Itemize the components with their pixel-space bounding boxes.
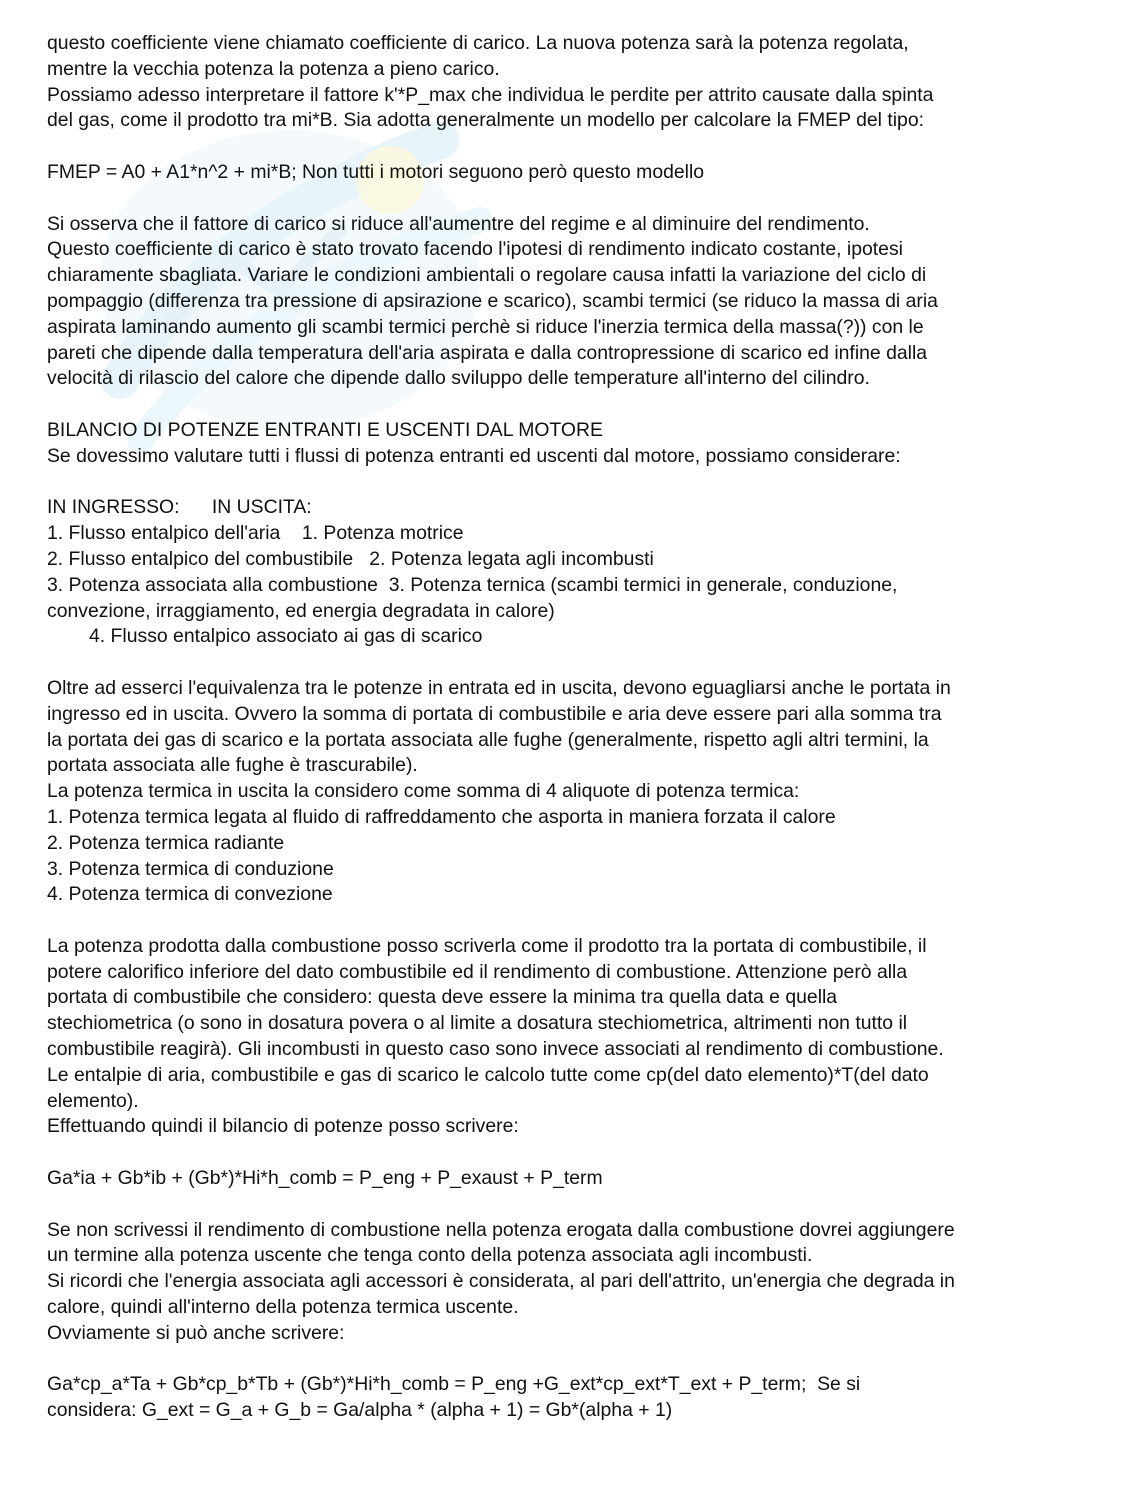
text-line: la portata dei gas di scarico e la portata associata alle fughe (generalmente, rispetto agli altri termini, la <box>47 728 929 751</box>
text-line: calore, quindi all'interno della potenza termica uscente. <box>47 1296 519 1319</box>
blank-line <box>47 650 1117 676</box>
text-line: Oltre ad esserci l'equivalenza tra le potenze in entrata ed in uscita, devono eguagliarsi anche le portata in <box>47 676 951 699</box>
text-line: Le entalpie di aria, combustibile e gas di scarico le calcolo tutte come cp(del dato elemento)*T(del dato <box>47 1063 929 1086</box>
text-line: FMEP = A0 + A1*n^2 + mi*B; Non tutti i motori seguono però questo modello <box>47 160 705 183</box>
text-line: pompaggio (differenza tra pressione di apsirazione e scarico), scambi termici (se riduco la massa di aria <box>47 289 938 312</box>
document-page <box>47 31 1117 1424</box>
text-line: Ovviamente si può anche scrivere: <box>47 1321 345 1344</box>
text-line: potere calorifico inferiore del dato combustibile ed il rendimento di combustione. Attenzione però alla <box>47 960 908 983</box>
text-line: del gas, come il prodotto tra mi*B. Sia adotta generalmente un modello per calcolare la FMEP del tipo: <box>47 109 925 132</box>
text-line: Se dovessimo valutare tutti i flussi di potenza entranti ed uscenti dal motore, possiamo considerare: <box>47 444 901 467</box>
text-line: questo coefficiente viene chiamato coefficiente di carico. La nuova potenza sarà la potenza regolata, <box>47 32 909 54</box>
text-line: La potenza prodotta dalla combustione posso scriverla come il prodotto tra la portata di combustibile, il <box>47 934 927 957</box>
blank-line <box>47 1347 1117 1373</box>
text-line: combustibile reagirà). Gli incombusti in questo caso sono invece associati al rendimento di combustione. <box>47 1038 944 1061</box>
text-line: 2. Potenza termica radiante <box>47 831 285 854</box>
text-line: 1. Potenza termica legata al fluido di raffreddamento che asporta in maniera forzata il calore <box>47 805 836 828</box>
text-line: considera: G_ext = G_a + G_b = Ga/alpha * (alpha + 1) = Gb*(alpha + 1) <box>47 1399 673 1422</box>
text-line: Si ricordi che l'energia associata agli accessori è considerata, al pari dell'attrito, un'energia che degrada in <box>47 1270 955 1293</box>
blank-line <box>47 392 1117 418</box>
text-line: 2. Flusso entalpico del combustibile 2. Potenza legata agli incombusti <box>47 547 654 570</box>
section-heading: BILANCIO DI POTENZE ENTRANTI E USCENTI DAL MOTORE <box>47 418 603 441</box>
text-line: Effettuando quindi il bilancio di potenze posso scrivere: <box>47 1115 519 1138</box>
text-line: mentre la vecchia potenza la potenza a pieno carico. <box>47 57 500 80</box>
blank-line <box>47 1192 1117 1218</box>
text-line: stechiometrica (o sono in dosatura povera o al limite a dosatura stechiometrica, altrimenti non tutto il <box>47 1012 908 1035</box>
text-line: chiaramente sbagliata. Variare le condizioni ambientali o regolare causa infatti la variazione del ciclo di <box>47 264 927 287</box>
text-line: Ga*cp_a*Ta + Gb*cp_b*Tb + (Gb*)*Hi*h_comb = P_eng +G_ext*cp_ext*T_ext + P_term; Se si <box>47 1373 861 1396</box>
text-line: aspirata laminando aumento gli scambi termici perchè si riduce l'inerzia termica della massa(?)) con le <box>47 315 924 338</box>
text-line: Questo coefficiente di carico è stato trovato facendo l'ipotesi di rendimento indicato costante, ipotesi <box>47 238 903 261</box>
text-line: pareti che dipende dalla temperatura dell'aria aspirata e dalla contropressione di scarico ed infine dalla <box>47 341 928 364</box>
text-line: ingresso ed in uscita. Ovvero la somma di portata di combustibile e aria deve essere pari alla somma tra <box>47 702 942 725</box>
blank-line <box>47 134 1117 160</box>
blank-line <box>47 908 1117 934</box>
text-line: portata associata alle fughe è trascurabile). <box>47 754 418 777</box>
text-line: 1. Flusso entalpico dell'aria 1. Potenza motrice <box>47 522 464 545</box>
text-line: 4. Flusso entalpico associato ai gas di scarico <box>89 625 483 648</box>
text-line: Se non scrivessi il rendimento di combustione nella potenza erogata dalla combustione dovrei aggiungere <box>47 1218 955 1241</box>
text-line: velocità di rilascio del calore che dipende dallo sviluppo delle temperature all'interno del cilindro. <box>47 367 870 390</box>
blank-line <box>47 186 1117 212</box>
text-line: portata di combustibile che considero: questa deve essere la minima tra quella data e quella <box>47 986 838 1009</box>
text-line: La potenza termica in uscita la considero come somma di 4 aliquote di potenza termica: <box>47 780 800 803</box>
text-line: un termine alla potenza uscente che tenga conto della potenza associata agli incombusti. <box>47 1244 813 1267</box>
text-line: elemento). <box>47 1089 139 1112</box>
text-line: 3. Potenza associata alla combustione 3. Potenza ternica (scambi termici in generale, conduzione, <box>47 573 898 596</box>
text-line: Si osserva che il fattore di carico si riduce all'aumentre del regime e al diminuire del rendimento. <box>47 212 870 235</box>
text-line: 4. Potenza termica di convezione <box>47 883 333 906</box>
blank-line <box>47 1140 1117 1166</box>
text-line: Ga*ia + Gb*ib + (Gb*)*Hi*h_comb = P_eng + P_exaust + P_term <box>47 1167 603 1190</box>
text-line: IN INGRESSO: IN USCITA: <box>47 496 312 519</box>
blank-line <box>47 470 1117 496</box>
text-line: convezione, irraggiamento, ed energia degradata in calore) <box>47 599 555 622</box>
text-line: Possiamo adesso interpretare il fattore k'*P_max che individua le perdite per attrito causate dalla spinta <box>47 83 934 106</box>
text-line: 3. Potenza termica di conduzione <box>47 857 334 880</box>
